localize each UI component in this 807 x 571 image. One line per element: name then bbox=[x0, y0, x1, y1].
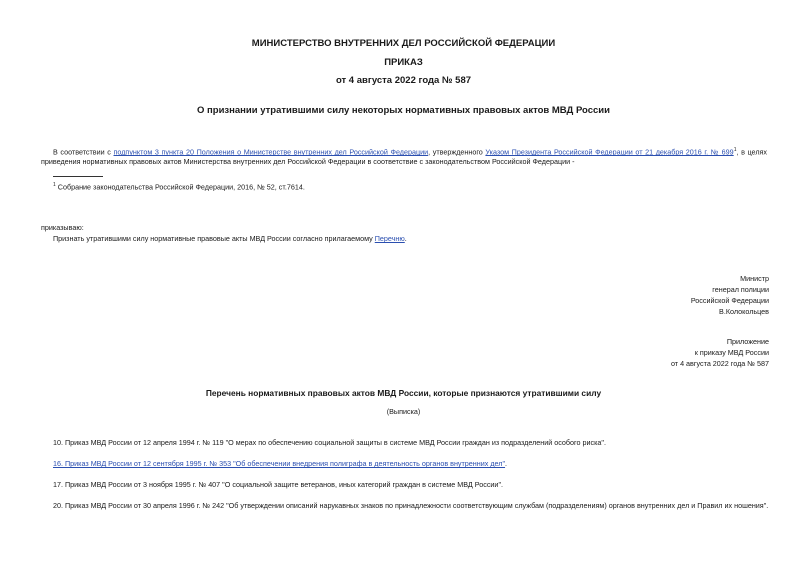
order-text-1: Признать утратившими силу нормативные правовые акты МВД России согласно прилагаемому bbox=[53, 234, 375, 243]
list-item-16-tail: . bbox=[505, 459, 508, 468]
order-text-2: . bbox=[404, 234, 407, 243]
footnote-divider bbox=[53, 176, 103, 177]
ministry-name: МИНИСТЕРСТВО ВНУТРЕННИХ ДЕЛ РОССИЙСКОЙ ФЕДЕРАЦИИ bbox=[251, 38, 556, 49]
document-type: ПРИКАЗ bbox=[384, 57, 423, 68]
order-paragraph bbox=[53, 234, 407, 244]
document-date-number: от 4 августа 2022 года № 587 bbox=[335, 75, 472, 86]
list-item-16 bbox=[53, 459, 507, 469]
footnote bbox=[53, 180, 305, 192]
link-presidential-decree[interactable]: Указом Президента Российской Федерации от 21 декабря 2016 г. № 699 bbox=[485, 147, 734, 157]
order-verb: приказываю: bbox=[41, 223, 84, 232]
footnote-text: Собрание законодательства Российской Федерации, 2016, № 52, ст.7614. bbox=[55, 182, 305, 192]
preamble-text-3: , в целях приведения нормативных правовых актов Министерства внутренних дел Российской Федерации в соответствие с законодательством Российской Федерации - bbox=[41, 147, 767, 167]
signature-rank: генерал полиции bbox=[712, 285, 769, 294]
link-list[interactable]: Перечню bbox=[374, 234, 405, 243]
document-title: О признании утратившими силу некоторых нормативных правовых актов МВД России bbox=[197, 105, 610, 116]
signature-name: В.Колокольцев bbox=[719, 307, 769, 316]
preamble-text-2: , утвержденного bbox=[428, 147, 486, 157]
list-item-16-number: 16. bbox=[53, 459, 65, 468]
preamble-paragraph bbox=[41, 145, 767, 167]
appendix-reference: к приказу МВД России bbox=[694, 348, 769, 357]
link-order-353[interactable]: Приказ МВД России от 12 сентября 1995 г. № 353 "Об обеспечении внедрения полиграфа в деятельность органов внутренних дел" bbox=[65, 459, 506, 468]
footnote-mark: 1 bbox=[733, 147, 737, 153]
list-subtitle: (Выписка) bbox=[386, 407, 421, 416]
appendix-block bbox=[671, 336, 769, 369]
list-item-10: 10. Приказ МВД России от 12 апреля 1994 г. № 119 "О мерах по обеспечению социальной защиты в системе МВД России граждан из подразделений особого риска". bbox=[53, 438, 606, 447]
footnote-number: 1 bbox=[53, 182, 56, 188]
appendix-date: от 4 августа 2022 года № 587 bbox=[670, 359, 769, 368]
appendix-label: Приложение bbox=[726, 337, 769, 346]
link-regulation-ministry[interactable]: подпунктом 3 пункта 20 Положения о Министерстве внутренних дел Российской Федерации bbox=[113, 147, 429, 157]
signature-title: Министр bbox=[740, 274, 769, 283]
list-item-20: 20. Приказ МВД России от 30 апреля 1996 г. № 242 "Об утверждении описаний нарукавных знаков по принадлежности соответствующим службам (подразделениям) органов внутренних дел и Правил их ношения". bbox=[53, 501, 769, 510]
preamble-text-1: В соответствии с bbox=[53, 147, 114, 157]
signature-country: Российской Федерации bbox=[690, 296, 769, 305]
list-item-17: 17. Приказ МВД России от 3 ноября 1995 г. № 407 "О социальной защите ветеранов, иных категорий граждан в системе МВД России". bbox=[53, 480, 503, 489]
signature-block bbox=[691, 273, 769, 317]
list-title: Перечень нормативных правовых актов МВД России, которые признаются утратившими силу bbox=[205, 388, 602, 398]
